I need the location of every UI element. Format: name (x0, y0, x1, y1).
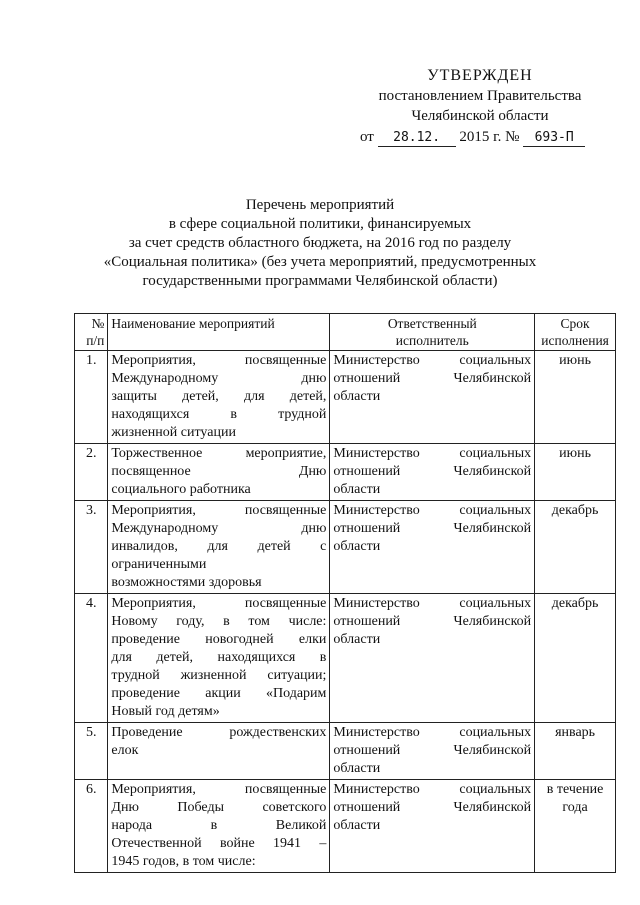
approval-line-2: Челябинской области (411, 108, 549, 124)
number-value: 693-П (523, 130, 585, 147)
event-name-line: Международному дню (111, 371, 327, 386)
table-row (75, 780, 616, 873)
header-term: Срок исполнения (535, 314, 616, 351)
event-executor-line: отношений Челябинской (333, 743, 532, 758)
event-executor-line: отношений Челябинской (333, 614, 532, 629)
event-executor (330, 351, 535, 444)
event-executor (330, 723, 535, 780)
event-executor-line: отношений Челябинской (333, 521, 532, 536)
event-term: декабрь (535, 501, 616, 594)
title-line: государственными программами Челябинской области) (142, 273, 498, 289)
event-name-line: жизненной ситуации (111, 425, 236, 440)
event-executor (330, 780, 535, 873)
event-name-line: Новый год детям» (111, 704, 220, 719)
year-label: 2015 г. № (459, 129, 520, 145)
table-row (75, 351, 616, 444)
event-name (108, 351, 330, 444)
event-name-line: возможностями здоровья (111, 575, 262, 590)
event-executor-line: области (333, 482, 381, 497)
event-term: июнь (535, 351, 616, 444)
event-name-line: трудной жизненной ситуации; (111, 668, 327, 683)
event-name-line: Международному дню (111, 521, 327, 536)
event-name-line: посвященное Дню (111, 464, 327, 479)
header-executor: Ответственный исполнитель (330, 314, 535, 351)
event-executor-line: отношений Челябинской (333, 371, 532, 386)
document-title (80, 196, 560, 291)
event-executor-line: отношений Челябинской (333, 800, 532, 815)
event-term: январь (535, 723, 616, 780)
row-number: 6. (75, 780, 108, 873)
event-executor-line: Министерство социальных (333, 725, 532, 740)
event-name-line: Отечественной войне 1941 – (111, 836, 327, 851)
approval-date-line (360, 127, 600, 147)
event-name-line: социального работника (111, 482, 251, 497)
event-executor-line: Министерство социальных (333, 503, 532, 518)
event-executor-line: области (333, 539, 381, 554)
table-row (75, 594, 616, 723)
event-executor (330, 444, 535, 501)
event-name-line: 1945 годов, в том числе: (111, 854, 256, 869)
event-executor-line: отношений Челябинской (333, 464, 532, 479)
table-row (75, 723, 616, 780)
title-line: в сфере социальной политики, финансируемых (168, 216, 472, 232)
event-name-line: Мероприятия, посвященные (111, 353, 327, 368)
event-name-line: проведение новогодней елки (111, 632, 327, 647)
date-value: 28.12. (378, 130, 456, 147)
event-name (108, 501, 330, 594)
event-name-line: Торжественное мероприятие, (111, 446, 327, 461)
title-line: Перечень мероприятий (245, 197, 395, 213)
event-name-line: елок (111, 743, 139, 758)
event-executor-line: Министерство социальных (333, 782, 532, 797)
header-name: Наименование мероприятий (108, 314, 330, 351)
title-line: «Социальная политика» (без учета мероприятий, предусмотренных (103, 254, 537, 270)
event-term: в течение года (535, 780, 616, 873)
from-label: от (360, 129, 374, 145)
event-executor (330, 594, 535, 723)
table-header-row (75, 314, 616, 351)
table-row (75, 501, 616, 594)
row-number: 2. (75, 444, 108, 501)
row-number: 5. (75, 723, 108, 780)
event-term: июнь (535, 444, 616, 501)
event-executor-line: Министерство социальных (333, 353, 532, 368)
event-name-line: Дню Победы советского (111, 800, 327, 815)
event-name-line: Проведение рождественских (111, 725, 327, 740)
event-name (108, 723, 330, 780)
event-name-line: Новому году, в том числе: (111, 614, 327, 629)
event-name-line: находящихся в трудной (111, 407, 327, 422)
event-name-line: Мероприятия, посвященные (111, 596, 327, 611)
event-name (108, 444, 330, 501)
event-executor-line: Министерство социальных (333, 446, 532, 461)
event-executor-line: Министерство социальных (333, 596, 532, 611)
row-number: 4. (75, 594, 108, 723)
event-name-line: Мероприятия, посвященные (111, 503, 327, 518)
event-name-line: Мероприятия, посвященные (111, 782, 327, 797)
event-name-line: для детей, находящихся в (111, 650, 327, 665)
event-executor-line: области (333, 761, 381, 776)
header-num: № п/п (75, 314, 108, 351)
event-name-line: народа в Великой (111, 818, 327, 833)
event-executor-line: области (333, 389, 381, 404)
event-name (108, 780, 330, 873)
event-executor-line: области (333, 632, 381, 647)
event-executor (330, 501, 535, 594)
approval-stamp: УТВЕРЖДЕН (427, 67, 533, 84)
row-number: 3. (75, 501, 108, 594)
event-name (108, 594, 330, 723)
table-row (75, 444, 616, 501)
event-term: декабрь (535, 594, 616, 723)
events-table (74, 313, 616, 873)
approval-line-1: постановлением Правительства (378, 88, 582, 104)
title-line: за счет средств областного бюджета, на 2016 год по разделу (128, 235, 512, 251)
row-number: 1. (75, 351, 108, 444)
event-name-line: ограниченными (111, 557, 207, 572)
event-name-line: инвалидов, для детей с (111, 539, 327, 554)
event-name-line: проведение акции «Подарим (111, 686, 327, 701)
approval-block (360, 66, 600, 147)
event-executor-line: области (333, 818, 381, 833)
event-name-line: защиты детей, для детей, (111, 389, 327, 404)
